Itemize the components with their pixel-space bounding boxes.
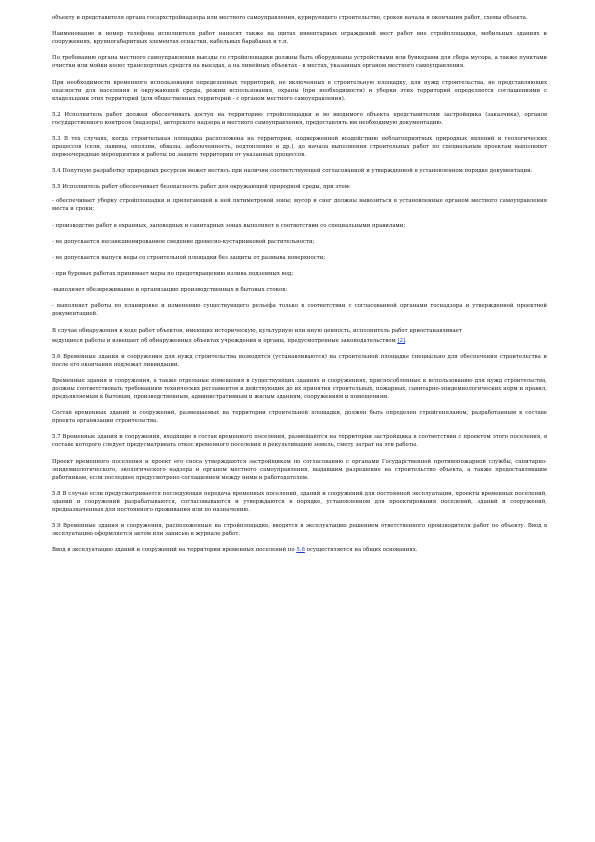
paragraph-text: Ввод в эксплуатацию зданий и сооружений на территории временных поселений по <box>52 547 297 554</box>
paragraph: В случае обнаружения в ходе работ объектов, имеющих историческую, культурную или иную ценность, исполнитель работ приостанавливает <box>52 327 462 334</box>
list-item: - при буровых работах принимает меры по предотвращению излива подземных вод; <box>52 271 294 278</box>
paragraph: 5.2 Исполнитель работ должен обеспечивать доступ на территорию стройплощадки и во вводимого объекта представителям застройщика (заказчика), органов государственного контроля (надзора), авторского надзора и местного самоуправления, предоставлять им необходимую документацию. <box>52 111 547 126</box>
paragraph-text: ведущиеся работы и извещает об обнаруженных объектах учреждения и органы, предусмотренные законодательством <box>52 337 398 344</box>
list-item: - не допускается выпуск воды со строительной площадки без защиты от размыва поверхности; <box>52 254 326 261</box>
list-item: - производство работ в охранных, заповедных и санитарных зонах выполняет в соответствии со специальными правилами; <box>52 222 406 229</box>
paragraph: объекту и представителя органа госархстройнадзора или местного самоуправления, курирующего строительство, сроков начала и окончания работ, схемы объекта. <box>52 15 528 21</box>
paragraph-text: осуществляется на общих основаниях. <box>304 547 418 554</box>
paragraph <box>52 337 547 345</box>
list-item: - не допускается несанкционированное сведение древесно-кустарниковой растительности; <box>52 238 315 245</box>
paragraph: При необходимости временного использования определенных территорий, не включенных в строительную площадку, для нужд строительства, не представляющих опасности для населения и окружающей среды, режим использования, охраны (при необходимости) и уборки этих территорий определяется соглашениями с владельцами этих территорий (для общественных территорий - с органом местного самоуправления). <box>52 79 547 102</box>
list-item: - выполняет работы по планировке и изменению существующего рельефа только в соответствии с согласованной органами госнадзора и утвержденной проектной документацией. <box>52 303 547 318</box>
paragraph: По требованию органа местного самоуправления выезды со стройплощадки должны быть оборудованы устройствами или бункерами для сбора мусора, а также пунктами очистки или мойки колес транспортных средств на выездах, а на линейных объектах - в местах, указанных органом местного самоуправления. <box>52 55 547 70</box>
paragraph: Временные здания и сооружения, а также отдельные помещения в существующих зданиях и сооружениях, приспособленные к использованию для нужд строительства, должны соответствовать требованиям технических регламентов и действующих до их принятия строительных, пожарных, санитарно-эпидемиологических норм и правил, предъявляемым к бытовым, производственным, административным и жилым зданиям, сооружениям и помещениям. <box>52 378 547 400</box>
paragraph: Проект временного поселения и проект его сноса утверждаются застройщиком по согласованию с органами Государственной противопожарной службы, санитарно-эпидемиологического, экологического надзора и органом местного самоуправления, выдавшим разрешение на строительство объекта, а также предоставлявшим работникам, если последнее предусмотрено соглашением между ними и работодателем. <box>52 458 547 481</box>
paragraph: 5.8 В случае если предусматривается последующая передача временных поселений, зданий и сооружений для постоянной эксплуатации, проекты временных поселений, зданий и сооружений разрабатываются, согласовываются и утверждаются в порядке, установленном для проектирования поселений, зданий и сооружений, предназначенных для постоянного проживания или по назначению. <box>52 490 547 513</box>
paragraph: 5.4 Попутную разработку природных ресурсов может вестись при наличии соответствующей согласованной и утвержденной в установленном порядке документации. <box>52 168 533 175</box>
paragraph: 5.7 Временные здания и сооружения, входящие в состав временного поселения, размещаются на территории застройщика в соответствии с проектом этого поселения, в составе которого следует предусматривать откос временного поселения и рекультивацию земель, смету затрат на эти работы. <box>52 434 547 449</box>
paragraph: 5.9 Временные здания и сооружения, расположенные на стройплощадке, вводятся в эксплуатацию решением ответственного производителя работ по объекту. Ввод в эксплуатацию оформляется актом или записью в журнале работ. <box>52 522 547 537</box>
paragraph: 5.5 Исполнитель работ обеспечивает безопасность работ для окружающей природной среды, при этом: <box>52 184 351 191</box>
paragraph: 5.6 Временные здания и сооружения для нужд строительства возводятся (устанавливаются) на строительной площадке специально для обеспечения строительства и после его окончания подлежат ликвидации. <box>52 353 547 368</box>
paragraph <box>52 546 547 554</box>
paragraph: Наименование и номер телефона исполнителя работ наносят также на щитах инвентарных ограждений мест работ вне стройплощадки, мобильных зданиях и сооружениях, крупногабаритных элементах оснастки, кабельных барабанах и т.п. <box>52 31 547 46</box>
paragraph: 5.3 В тех случаях, когда строительная площадка расположена на территории, подверженной воздействию неблагоприятных природных явлений и геологических процессов (сели, лавины, оползни, обвалы, заболоченность, подтопление и др.), до начала выполнения строительных работ по специальным проектам выполняют первоочередные мероприятия и работы по защите территории от указанных процессов. <box>52 135 547 158</box>
paragraph-text: . <box>405 337 407 344</box>
section-link[interactable]: 5.8 <box>296 547 305 554</box>
document-page <box>52 14 547 562</box>
list-item: -выполняет обезвреживание и организацию производственных и бытовых стоков; <box>52 287 288 294</box>
paragraph: Состав временных зданий и сооружений, размещаемых на территории строительной площадки, должен быть определен стройгенпланом, разработанным в составе проекта организации строительства. <box>52 410 547 425</box>
list-item: - обеспечивает уборку стройплощадки и прилегающей к ней пятиметровой зоны; мусор и снег должны вывозиться в установленные органом местного самоуправления места и сроки; <box>52 198 547 213</box>
reference-link[interactable]: [2] <box>397 337 406 344</box>
